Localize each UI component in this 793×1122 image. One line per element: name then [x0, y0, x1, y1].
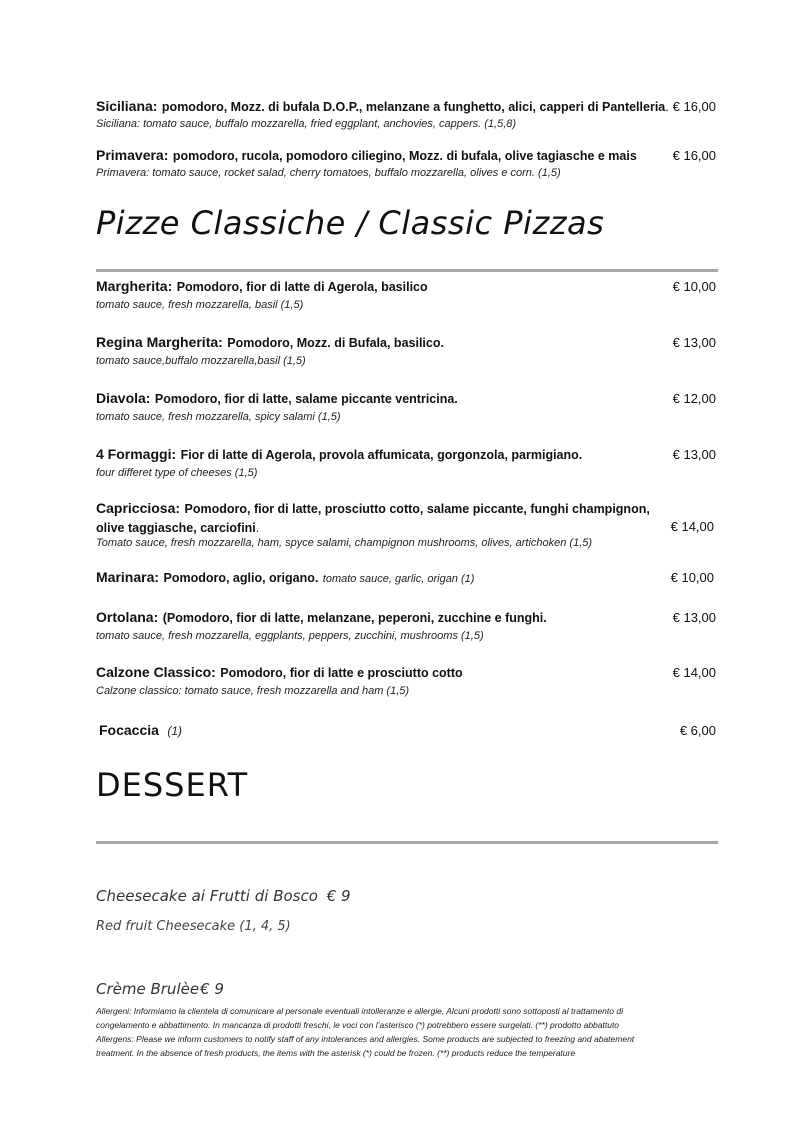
menu-item-marinara: [96, 569, 474, 587]
item-price: € 6,00: [679, 723, 716, 738]
menu-item-focaccia: [99, 722, 182, 740]
menu-item-diavola: [96, 390, 458, 408]
section-divider: [96, 269, 718, 272]
allergen-note-line: congelamento e abbattimento. In mancanza di prodotti freschi, le voci con l’asterisco (*) potrebbero essere surgelati. (**) prodotto abbattuto: [96, 1020, 620, 1030]
item-suffix: .: [665, 100, 669, 114]
menu-item-primavera: [96, 147, 637, 165]
menu-item-4-formaggi: [96, 446, 582, 464]
menu-item-regina-margherita: [96, 334, 444, 352]
item-name: Marinara:: [96, 569, 160, 585]
item-name: 4 Formaggi:: [96, 446, 177, 462]
item-name: Margherita:: [96, 278, 173, 294]
item-ingredients-line2: olive taggiasche, carciofini: [96, 521, 256, 535]
item-ingredients: Pomodoro, aglio, origano.: [163, 571, 319, 585]
item-price: € 10,00: [672, 279, 716, 294]
item-english: tomato sauce, fresh mozzarella, basil (1,5): [96, 299, 304, 311]
dessert-name: Crème Brulèe: [96, 980, 200, 998]
item-english: Calzone classico: tomato sauce, fresh mozzarella and ham (1,5): [96, 685, 410, 697]
item-price: € 13,00: [672, 335, 716, 350]
item-price: € 14,00: [670, 519, 714, 534]
item-price: € 12,00: [672, 391, 716, 406]
item-price: € 10,00: [670, 570, 714, 585]
item-name: Diavola:: [96, 390, 151, 406]
dessert-item-creme-brulee: [96, 980, 224, 998]
item-name: Primavera:: [96, 147, 169, 163]
menu-item-siciliana: [96, 98, 669, 116]
item-price: € 16,00: [672, 99, 716, 114]
dessert-name: Cheesecake ai Frutti di Bosco: [96, 887, 318, 905]
item-price: € 13,00: [672, 447, 716, 462]
item-price: € 14,00: [672, 665, 716, 680]
item-suffix: .: [255, 521, 260, 535]
allergen-note-line: Allergens: Please we inform customers to notify staff of any intolerances and allergies. Some products are subjected to freezing and abatement: [96, 1034, 635, 1044]
section-divider: [96, 841, 718, 844]
item-price: € 16,00: [672, 148, 716, 163]
item-ingredients: Pomodoro, fior di latte, salame piccante ventricina.: [154, 392, 458, 406]
item-english: Tomato sauce, fresh mozzarella, ham, spyce salami, champignon mushrooms, olives, artichoken (1,5): [96, 537, 593, 549]
item-price: € 13,00: [672, 610, 716, 625]
item-ingredients: Pomodoro, fior di latte, prosciutto cotto, salame piccante, funghi champignon,: [184, 502, 650, 516]
item-ingredients: pomodoro, rucola, pomodoro ciliegino, Mozz. di bufala, olive tagiasche e mais: [172, 149, 637, 163]
item-ingredients: Fior di latte di Agerola, provola affumicata, gorgonzola, parmigiano.: [180, 448, 583, 462]
dessert-english: Red fruit Cheesecake (1, 4, 5): [96, 919, 291, 934]
item-name: Focaccia: [99, 722, 159, 738]
dessert-price: € 9: [326, 887, 351, 905]
item-name: Regina Margherita:: [96, 334, 223, 350]
item-ingredients-continued: [96, 519, 259, 537]
item-english: tomato sauce, garlic, origan (1): [322, 573, 475, 585]
item-name: Capricciosa:: [96, 500, 181, 516]
item-ingredients: (Pomodoro, fior di latte, melanzane, peperoni, zucchine e funghi.: [162, 611, 547, 625]
item-ingredients: Pomodoro, fior di latte e prosciutto cotto: [220, 666, 463, 680]
item-english: four differet type of cheeses (1,5): [96, 467, 258, 479]
item-name: Siciliana:: [96, 98, 158, 114]
item-english: Siciliana: tomato sauce, buffalo mozzarella, fried eggplant, anchovies, cappers. (1,5,8): [96, 118, 517, 130]
menu-item-calzone-classico: [96, 664, 463, 682]
menu-item-capricciosa: [96, 500, 650, 518]
item-english: Primavera: tomato sauce, rocket salad, cherry tomatoes, buffalo mozzarella, olives e corn. (1,5): [96, 167, 561, 179]
menu-item-ortolana: [96, 609, 547, 627]
item-name: Calzone Classico:: [96, 664, 216, 680]
section-heading-dessert: DESSERT: [96, 766, 249, 804]
item-allergens: (1): [167, 724, 183, 738]
item-english: tomato sauce, fresh mozzarella, eggplants, peppers, zucchini, mushrooms (1,5): [96, 630, 484, 642]
item-ingredients: Pomodoro, fior di latte di Agerola, basilico: [176, 280, 428, 294]
item-ingredients: pomodoro, Mozz. di bufala D.O.P., melanzane a funghetto, alici, capperi di Pantelleria: [161, 100, 666, 114]
dessert-item-cheesecake: [96, 887, 351, 905]
item-ingredients: Pomodoro, Mozz. di Bufala, basilico.: [227, 336, 444, 350]
menu-item-margherita: [96, 278, 428, 296]
allergen-note-line: Allergeni: Informiamo la clientela di comunicare al personale eventuali intolleranze e allergie, Alcuni prodotti sono sottoposti al trattamento di: [96, 1006, 623, 1016]
section-heading-classic: Pizze Classiche / Classic Pizzas: [96, 204, 605, 242]
item-english: tomato sauce, fresh mozzarella, spicy salami (1,5): [96, 411, 341, 423]
dessert-price: € 9: [200, 980, 224, 998]
allergen-note: [96, 1004, 726, 1060]
item-english: tomato sauce,buffalo mozzarella,basil (1,5): [96, 355, 306, 367]
allergen-note-line: treatment. In the absence of fresh products, the items with the asterisk (*) could be frozen. (**) products reduce the temperature: [96, 1048, 576, 1058]
item-name: Ortolana:: [96, 609, 159, 625]
